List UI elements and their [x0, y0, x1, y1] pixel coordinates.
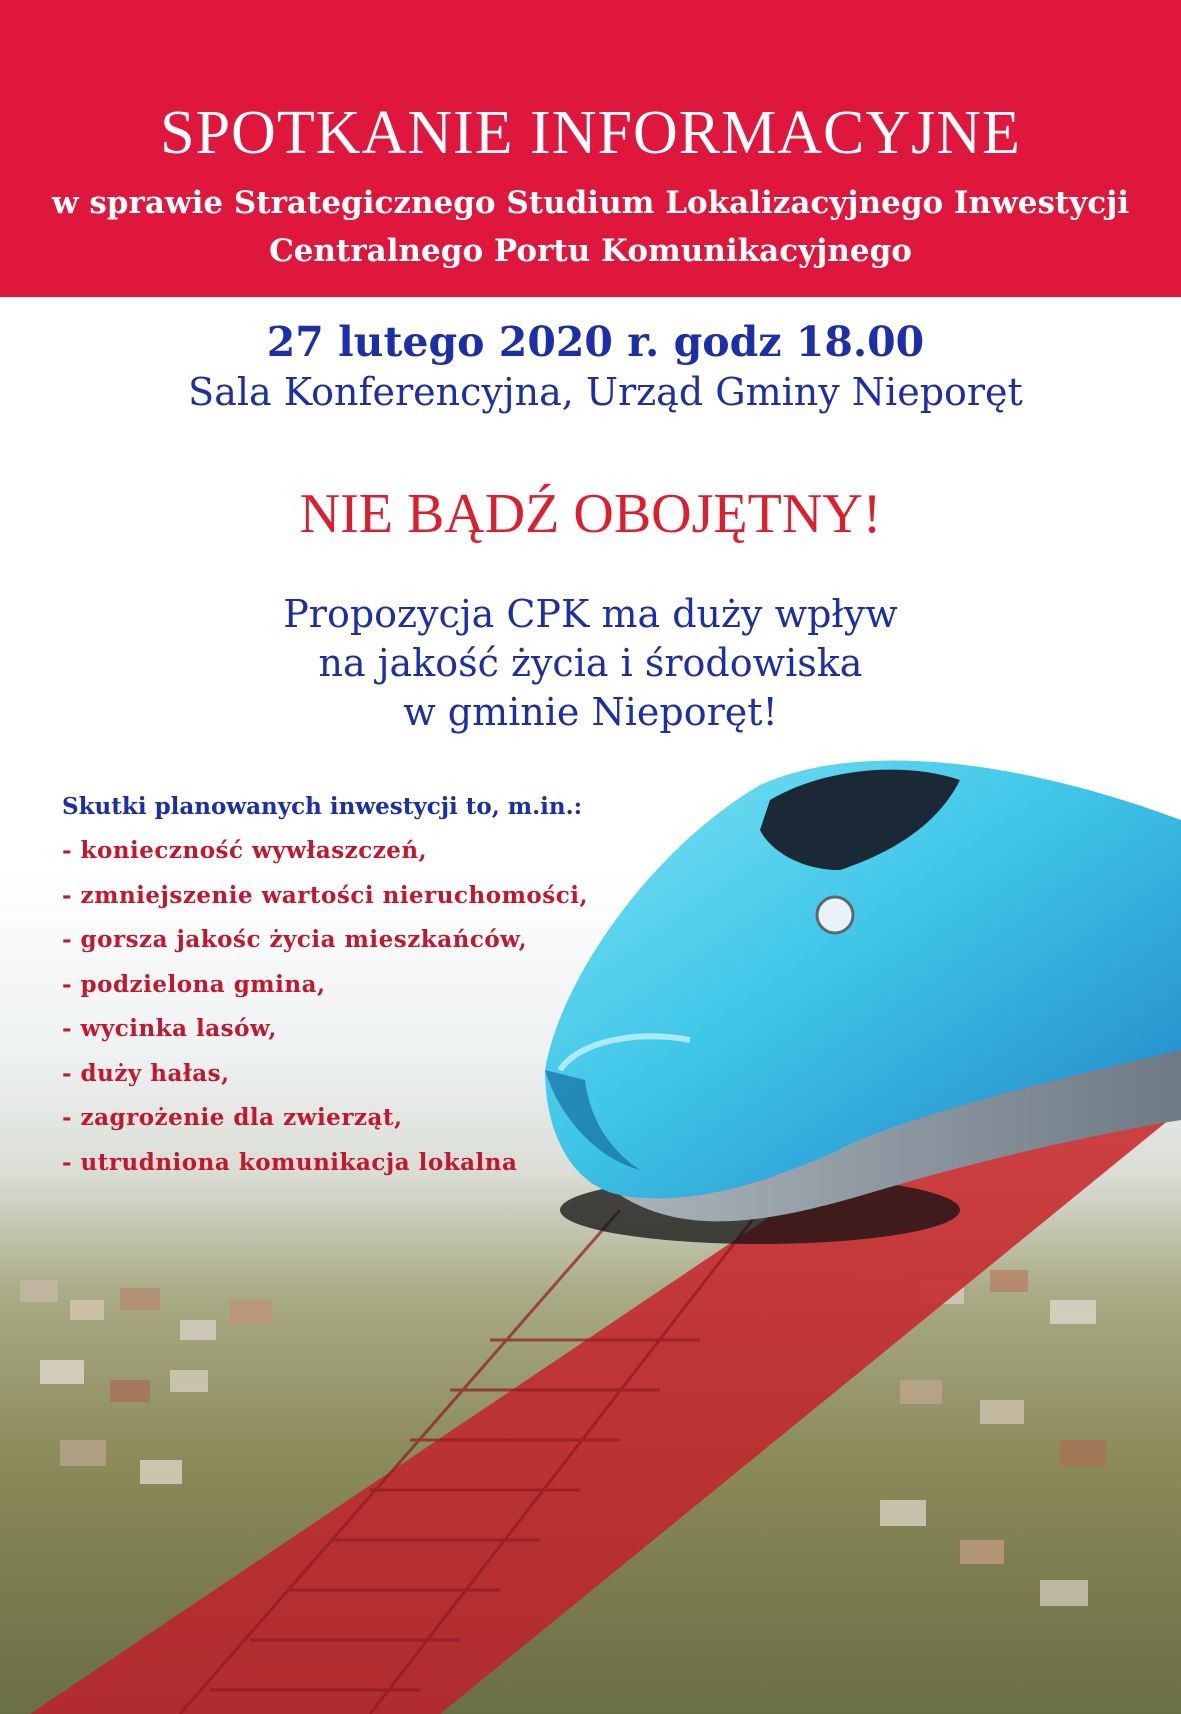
- effect-item: - konieczność wywłaszczeń,: [62, 837, 428, 864]
- event-date: 27 lutego 2020 r. godz 18.00: [266, 318, 925, 366]
- event-venue: Sala Konferencyjna, Urząd Gminy Nieporęt: [188, 370, 1023, 414]
- lead-text: [0, 590, 1181, 737]
- effect-item: - gorsza jakośc życia mieszkańców,: [62, 926, 528, 953]
- banner-subtitle-line2: Centralnego Portu Komunikacyjnego: [269, 233, 912, 269]
- headline: NIE BĄDŹ OBOJĘTNY!: [299, 483, 882, 545]
- lead-line2: na jakość życia i środowiska: [318, 641, 863, 685]
- lead-line3: w gminie Nieporęt!: [403, 690, 778, 734]
- banner-subtitle-line1: w sprawie Strategicznego Studium Lokalizacyjnego Inwestycji: [51, 185, 1130, 221]
- effect-item: - duży hałas,: [62, 1059, 230, 1087]
- effect-item: - zmniejszenie wartości nieruchomości,: [62, 881, 588, 909]
- effect-item: - wycinka lasów,: [62, 1015, 277, 1042]
- effects-title: Skutki planowanych inwestycji to, m.in.:: [62, 793, 583, 820]
- effect-item: - zagrożenie dla zwierząt,: [62, 1104, 403, 1131]
- banner-title: SPOTKANIE INFORMACYJNE: [160, 99, 1021, 167]
- header-banner: [0, 0, 1181, 297]
- lead-line1: Propozycja CPK ma duży wpływ: [283, 592, 898, 636]
- effect-item: - podzielona gmina,: [62, 970, 326, 998]
- effect-item: - utrudniona komunikacja lokalna: [62, 1148, 518, 1176]
- effects-list: [62, 795, 588, 1195]
